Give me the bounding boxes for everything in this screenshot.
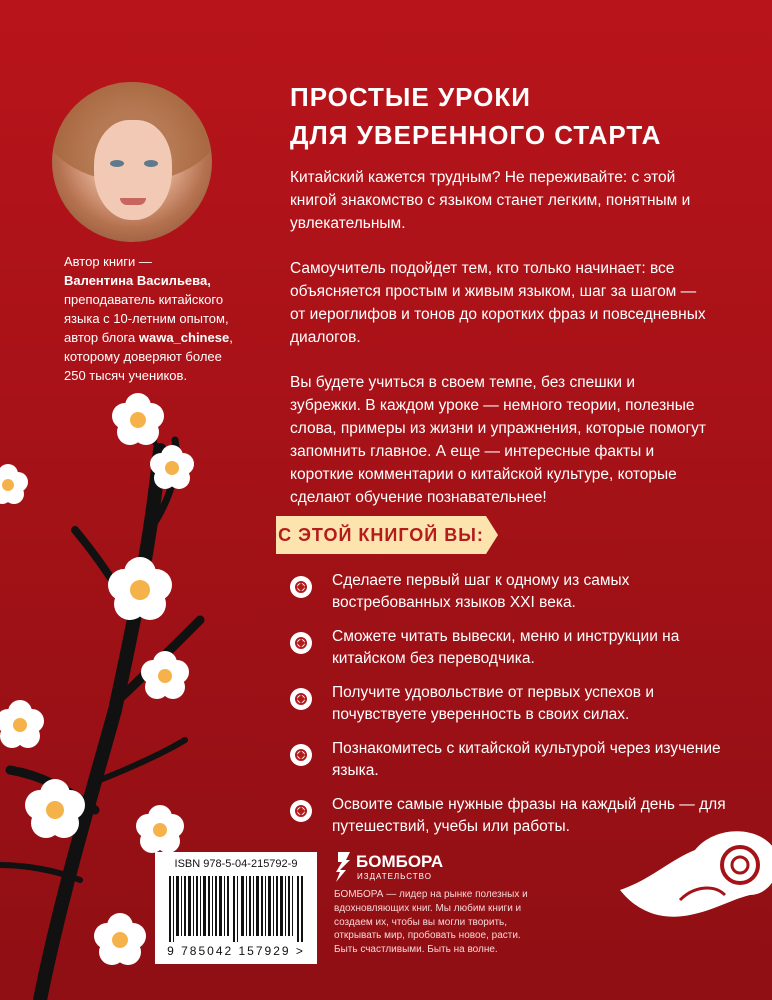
eye-icon: [144, 160, 158, 167]
page-title: ПРОСТЫЕ УРОКИ ДЛЯ УВЕРЕННОГО СТАРТА: [290, 82, 662, 150]
author-name: Валентина Васильева,: [64, 273, 211, 288]
bullet-icon: [290, 632, 312, 654]
publisher-subtitle: ИЗДАТЕЛЬСТВО: [357, 872, 432, 881]
paragraph: Китайский кажется трудным? Не переживайте: с этой книгой знакомство с языком станет легким, понятным и увлекательным.: [290, 169, 691, 232]
bullet-icon: [290, 576, 312, 598]
benefits-list: [290, 570, 750, 850]
list-item: Освоите самые нужные фразы на каждый день — для путешествий, учебы или работы.: [290, 794, 750, 838]
list-item: Познакомитесь с китайской культурой через изучение языка.: [290, 738, 750, 782]
bullet-icon: [290, 688, 312, 710]
paragraph: Вы будете учиться в своем темпе, без спешки и зубрежки. В каждом уроке — немного теории, полезные слова, примеры из жизни и упражнения, которые помогут запомнить главное. А еще — интересные факты и короткие комментарии о китайской культуре, которые сделают обучение познавательнее!: [290, 374, 707, 506]
paragraph: Самоучитель подойдет тем, кто только начинает: все объясняется простым и живым языком, шаг за шагом — от иероглифов и тонов до коротких фраз и повседневных диалогов.: [290, 260, 706, 346]
list-item: Получите удовольствие от первых успехов и почувствуете уверенность в своих силах.: [290, 682, 750, 726]
bullet-icon: [290, 744, 312, 766]
section-banner: С ЭТОЙ КНИГОЙ ВЫ:: [276, 516, 486, 554]
barcode-bars: [169, 876, 303, 942]
publisher-name: БОМБОРА: [356, 852, 444, 871]
author-photo: [52, 82, 212, 242]
isbn-label: ISBN 978-5-04-215792-9: [174, 858, 298, 870]
publisher-logo-icon: [334, 850, 354, 884]
barcode-digits: 9 785042 157929 >: [167, 944, 305, 958]
list-item: Сможете читать вывески, меню и инструкции на китайском без переводчика.: [290, 626, 750, 670]
blog-name: wawa_chinese: [138, 330, 230, 345]
eye-icon: [110, 160, 124, 167]
list-item: Сделаете первый шаг к одному из самых востребованных языков XXI века.: [290, 570, 750, 614]
bullet-icon: [290, 800, 312, 822]
barcode: [155, 852, 317, 964]
publisher-description: БОМБОРА — лидер на рынке полезных и вдохновляющих книг. Мы любим книги и создаем их, чтобы вы могли творить, открывать мир, пробовать новое, расти. Быть счастливыми. Быть на волне.: [334, 889, 528, 956]
author-bio: Автор книги — Валентина Васильева, преподаватель китайского языка с 10-летним опытом, автор блога wawa_chinese, которому доверяют более 250 тысяч учеников.: [64, 254, 233, 383]
description: [290, 166, 710, 531]
